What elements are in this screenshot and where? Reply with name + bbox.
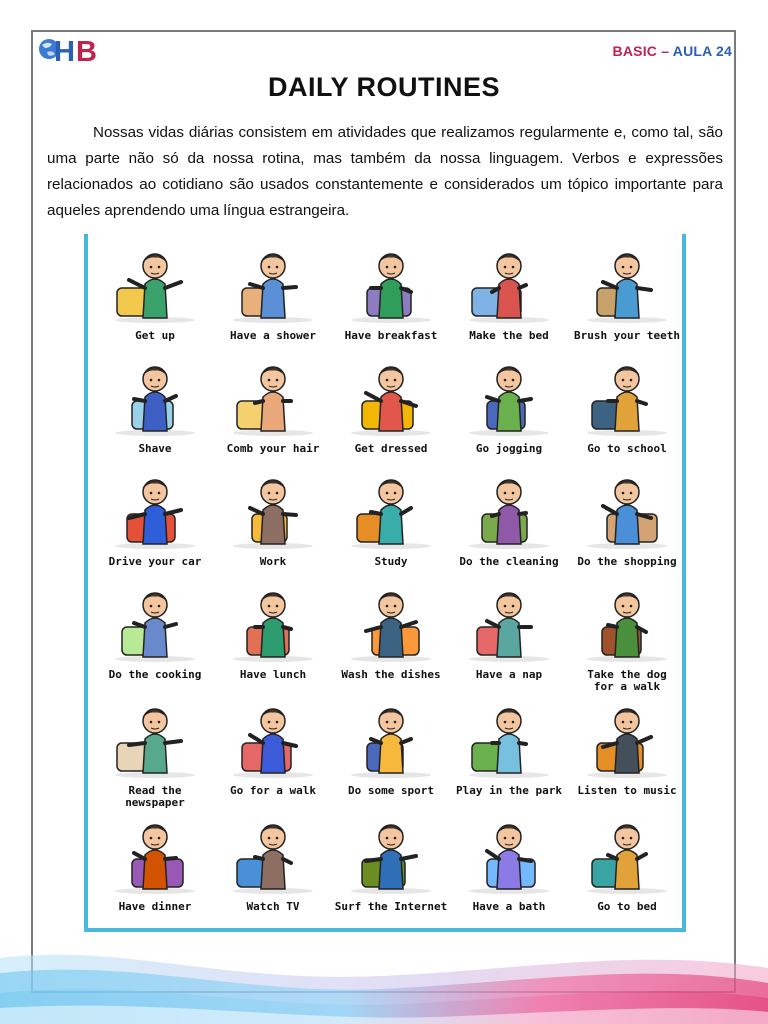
routine-illustration xyxy=(221,240,325,324)
routine-label: Do the cleaning xyxy=(459,555,559,568)
routine-card-have-a-nap xyxy=(450,577,568,693)
routine-label: Go to bed xyxy=(597,900,657,913)
routine-label: Go for a walk xyxy=(229,784,317,797)
routine-label: Do the shopping xyxy=(577,555,677,568)
routine-card-go-to-bed xyxy=(568,809,686,922)
routine-card-make-the-bed xyxy=(450,238,568,351)
routine-illustration xyxy=(221,353,325,437)
lesson-tag xyxy=(613,43,732,59)
routine-illustration xyxy=(457,353,561,437)
separator: – xyxy=(661,43,670,59)
routine-card-do-the-cooking xyxy=(96,577,214,693)
routine-label: Comb your hair xyxy=(226,442,320,455)
decorative-wave xyxy=(0,938,768,1024)
routine-card-study xyxy=(332,464,450,577)
routine-card-work xyxy=(214,464,332,577)
routine-card-play-in-the-park xyxy=(450,693,568,809)
routine-illustration xyxy=(457,695,561,779)
routine-card-drive-your-car xyxy=(96,464,214,577)
routine-label: Get up xyxy=(135,329,175,342)
routine-illustration xyxy=(457,579,561,663)
routine-label: Work xyxy=(259,555,287,568)
routine-grid xyxy=(96,238,680,922)
routine-card-have-breakfast xyxy=(332,238,450,351)
routine-card-read-the-newspaper xyxy=(96,693,214,809)
routine-label: Do the cooking xyxy=(108,668,202,681)
routine-label: Have a shower xyxy=(229,329,317,342)
routine-illustration xyxy=(339,353,443,437)
intro-paragraph: Nossas vidas diárias consistem em atividades que realizamos regularmente e, como tal, são uma parte não só da nossa rotina, mas também da nossa linguagem. Verbos e expressões relacionados ao cotidiano são usados constantemente e considerados um tópico importante para aqueles aprendendo uma língua estrangeira. xyxy=(47,124,723,219)
routine-card-have-a-bath xyxy=(450,809,568,922)
routine-illustration xyxy=(339,466,443,550)
page-title: DAILY ROUTINES xyxy=(267,72,501,102)
routine-illustration xyxy=(103,353,207,437)
routine-illustration xyxy=(339,579,443,663)
routine-card-do-the-cleaning xyxy=(450,464,568,577)
routine-illustration xyxy=(221,466,325,550)
routine-card-surf-the-internet xyxy=(332,809,450,922)
routine-label: Do some sport xyxy=(347,784,435,797)
svg-text:H: H xyxy=(54,36,75,67)
routine-illustration xyxy=(103,466,207,550)
routine-card-brush-your-teeth xyxy=(568,238,686,351)
routine-illustration xyxy=(103,579,207,663)
routine-illustration xyxy=(221,811,325,895)
routine-label: Make the bed xyxy=(469,329,549,342)
routine-card-have-lunch xyxy=(214,577,332,693)
routine-label: Go jogging xyxy=(475,442,543,455)
routine-card-go-jogging xyxy=(450,351,568,464)
daily-routines-poster xyxy=(84,234,686,932)
routine-illustration xyxy=(575,695,679,779)
routine-illustration xyxy=(575,240,679,324)
routine-illustration xyxy=(575,466,679,550)
routine-card-comb-your-hair xyxy=(214,351,332,464)
routine-illustration xyxy=(339,811,443,895)
routine-card-have-a-shower xyxy=(214,238,332,351)
routine-illustration xyxy=(575,811,679,895)
routine-illustration xyxy=(103,695,207,779)
routine-card-go-for-a-walk xyxy=(214,693,332,809)
routine-card-get-dressed xyxy=(332,351,450,464)
routine-label: Have breakfast xyxy=(344,329,438,342)
routine-label: Have a bath xyxy=(472,900,546,913)
routine-label: Have a nap xyxy=(475,668,543,681)
routine-card-go-to-school xyxy=(568,351,686,464)
routine-card-do-the-shopping xyxy=(568,464,686,577)
routine-card-wash-the-dishes xyxy=(332,577,450,693)
routine-label: Brush your teeth xyxy=(574,329,680,342)
routine-card-shave xyxy=(96,351,214,464)
routine-label: Have lunch xyxy=(239,668,307,681)
routine-illustration xyxy=(103,811,207,895)
routine-card-do-some-sport xyxy=(332,693,450,809)
routine-label: Take the dog for a walk xyxy=(587,668,667,693)
routine-label: Read the newspaper xyxy=(125,784,185,809)
routine-label: Listen to music xyxy=(577,784,677,797)
routine-card-listen-to-music xyxy=(568,693,686,809)
routine-label: Study xyxy=(374,555,408,568)
level-label: BASIC xyxy=(612,43,658,59)
routine-label: Watch TV xyxy=(246,900,300,913)
routine-label: Surf the Internet xyxy=(334,900,448,913)
routine-illustration xyxy=(339,695,443,779)
routine-label: Get dressed xyxy=(354,442,428,455)
svg-text:B: B xyxy=(76,36,97,67)
routine-illustration xyxy=(339,240,443,324)
routine-label: Wash the dishes xyxy=(341,668,441,681)
lesson-label: AULA 24 xyxy=(672,43,732,59)
routine-illustration xyxy=(457,240,561,324)
hb-logo xyxy=(38,33,108,67)
routine-card-get-up xyxy=(96,238,214,351)
routine-card-watch-tv xyxy=(214,809,332,922)
routine-illustration xyxy=(457,466,561,550)
routine-illustration xyxy=(103,240,207,324)
routine-label: Play in the park xyxy=(456,784,562,797)
routine-label: Have dinner xyxy=(118,900,192,913)
routine-label: Shave xyxy=(138,442,172,455)
routine-illustration xyxy=(575,579,679,663)
routine-label: Go to school xyxy=(587,442,667,455)
routine-illustration xyxy=(575,353,679,437)
routine-illustration xyxy=(221,695,325,779)
routine-card-have-dinner xyxy=(96,809,214,922)
routine-illustration xyxy=(221,579,325,663)
routine-label: Drive your car xyxy=(108,555,202,568)
routine-illustration xyxy=(457,811,561,895)
routine-card-take-the-dog-for-a-walk xyxy=(568,577,686,693)
